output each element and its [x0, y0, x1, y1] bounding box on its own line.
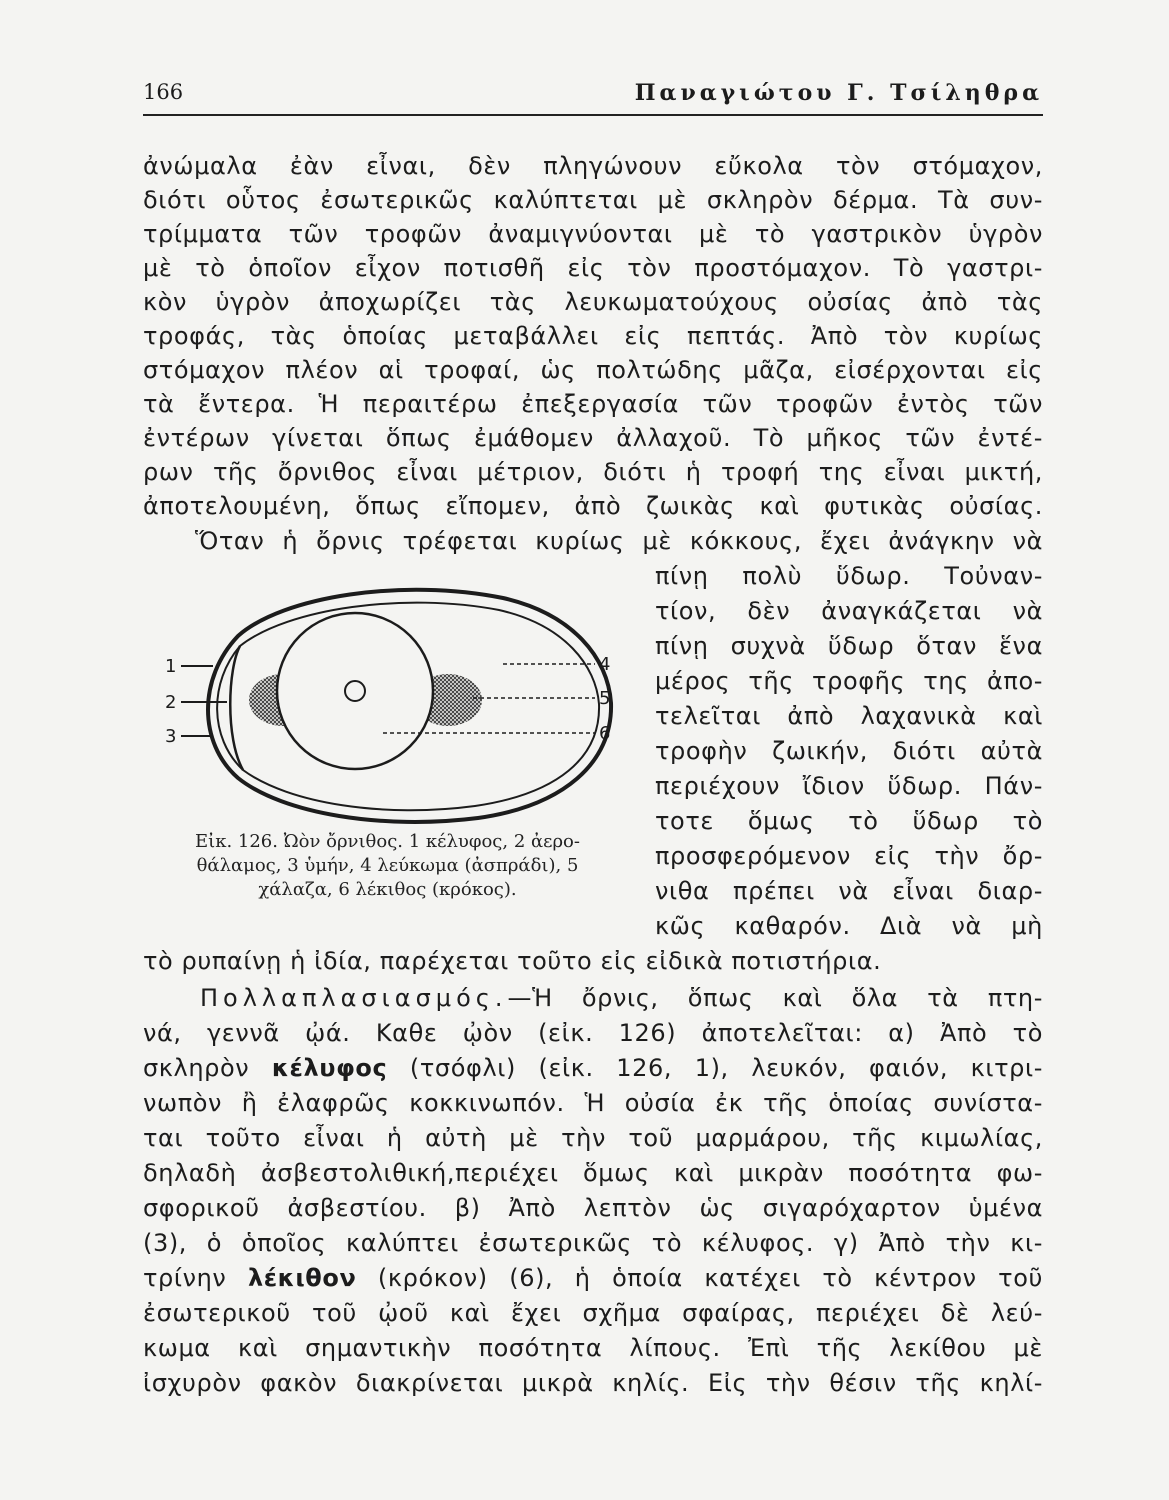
text-line: μὲ τὸ ὁποῖον εἶχον ποτισθῆ εἰς τὸν προστόμαχον. Τὸ γαστρι- — [143, 254, 1043, 282]
text-line: στόμαχον πλέον αἱ τροφαί, ὡς πολτώδης μᾶζα, εἰσέρχονται εἰς — [143, 356, 1043, 384]
text-span: —Ἡ ὄρνις, ὅπως καὶ ὅλα τὰ πτη- — [507, 984, 1043, 1012]
side-text-line: τροφὴν ζωικήν, διότι αὐτὰ — [655, 737, 1043, 765]
text-line: κωμα καὶ σημαντικὴν ποσότητα λίπους. Ἐπὶ τῆς λεκίθου μὲ — [143, 1334, 1043, 1362]
air-chamber — [230, 646, 243, 770]
text-line: ἐσωτερικοῦ τοῦ ᾠοῦ καὶ ἔχει σχῆμα σφαίρας, περιέχει δὲ λεύ- — [143, 1299, 1043, 1327]
side-text-line: μέρος τῆς τροφῆς της ἀπο- — [655, 667, 1043, 695]
text-span: (κρόκον) (6), ἡ ὁποία κατέχει τὸ κέντρον τοῦ — [377, 1264, 1043, 1292]
label-6: 6 — [599, 723, 611, 744]
text-line: ἰσχυρὸν φακὸν διακρίνεται μικρὰ κηλίς. Εἰς τὴν θέσιν τῆς κηλί- — [143, 1369, 1043, 1397]
text-line: ἀνώμαλα ἐὰν εἶναι, δὲν πληγώνουν εὔκολα τὸν στόμαχον, — [143, 152, 1043, 180]
section-line — [200, 984, 1043, 1012]
text-span: σκληρὸν — [143, 1054, 250, 1082]
text-line: ἀποτελουμένη, ὅπως εἴπομεν, ἀπὸ ζωικὰς καὶ φυτικὰς οὐσίας. — [143, 492, 1043, 520]
side-text-line: τοτε ὅμως τὸ ὕδωρ τὸ — [655, 807, 1043, 835]
side-text-line: προσφερόμενον εἰς τὴν ὄρ- — [655, 842, 1043, 870]
label-2: 2 — [165, 692, 177, 713]
text-line: κὸν ὑγρὸν ἀποχωρίζει τὰς λευκωματούχους οὐσίας ἀπὸ τὰς — [143, 288, 1043, 316]
text-line — [143, 1264, 1043, 1292]
side-text-line: τελεῖται ἀπὸ λαχανικὰ καὶ — [655, 702, 1043, 730]
text-line: διότι οὗτος ἐσωτερικῶς καλύπτεται μὲ σκληρὸν δέρμα. Τὰ συν- — [143, 186, 1043, 214]
text-line: Ὅταν ἡ ὄρνις τρέφεται κυρίως μὲ κόκκους, ἔχει ἀνάγκην νὰ — [195, 527, 1043, 555]
text-line: δηλαδὴ ἀσβεστολιθική,περιέχει ὅμως καὶ μικρὰν ποσότητα φω- — [143, 1159, 1043, 1187]
caption-line: θάλαμος, 3 ὑμήν, 4 λεύκωμα (ἀσπράδι), 5 — [196, 855, 579, 876]
section-heading: Πολλαπλασιασμός. — [200, 984, 508, 1012]
label-5: 5 — [599, 688, 611, 709]
text-line: ρων τῆς ὄρνιθος εἶναι μέτριον, διότι ἡ τροφή της εἶναι μικτή, — [143, 458, 1043, 486]
figure-caption — [140, 830, 635, 902]
text-line: τρίμματα τῶν τροφῶν ἀναμιγνύονται μὲ τὸ γαστρικὸν ὑγρὸν — [143, 220, 1043, 248]
text-line: τὰ ἔντερα. Ἡ περαιτέρω ἐπεξεργασία τῶν τροφῶν ἐντὸς τῶν — [143, 390, 1043, 418]
label-4: 4 — [599, 654, 611, 675]
text-line: νωπὸν ἢ ἐλαφρῶς κοκκινωπόν. Ἡ οὐσία ἐκ τῆς ὁποίας συνίστα- — [143, 1089, 1043, 1117]
text-line: (3), ὁ ὁποῖος καλύπτει ἐσωτερικῶς τὸ κέλυφος. γ) Ἀπὸ τὴν κι- — [143, 1229, 1043, 1257]
egg-diagram — [143, 578, 633, 838]
caption-line: Εἰκ. 126. Ὠὸν ὄρνιθος. 1 κέλυφος, 2 ἀερο- — [195, 831, 580, 852]
text-line: τροφάς, τὰς ὁποίας μεταβάλλει εἰς πεπτάς. Ἀπὸ τὸν κυρίως — [143, 322, 1043, 350]
term-shell: κέλυφος — [271, 1054, 388, 1082]
text-line — [143, 1054, 1043, 1082]
side-text-line: τίον, δὲν ἀναγκάζεται νὰ — [655, 597, 1043, 625]
text-span: τρίνην — [143, 1264, 227, 1292]
running-title: Παναγιώτου Γ. Τσίληθρα — [634, 80, 1043, 106]
term-yolk: λέκιθον — [247, 1264, 357, 1292]
text-line: ται τοῦτο εἶναι ἡ αὐτὴ μὲ τὴν τοῦ μαρμάρου, τῆς κιμωλίας, — [143, 1124, 1043, 1152]
yolk — [277, 613, 433, 769]
text-span: (τσόφλι) (εἰκ. 126, 1), λευκόν, φαιόν, κιτρι- — [409, 1054, 1043, 1082]
caption-line: χάλαζα, 6 λέκιθος (κρόκος). — [258, 879, 517, 900]
label-1: 1 — [165, 656, 177, 677]
label-3: 3 — [165, 726, 177, 747]
text-line: νά, γεννᾶ ᾠά. Καθε ᾠὸν (εἰκ. 126) ἀποτελεῖται: α) Ἀπὸ τὸ — [143, 1019, 1043, 1047]
side-text-line: πίνῃ πολὺ ὕδωρ. Τοὐναν- — [655, 562, 1043, 590]
text-line: σφορικοῦ ἀσβεστίου. β) Ἀπὸ λεπτὸν ὡς σιγαρόχαρτον ὑμένα — [143, 1194, 1043, 1222]
text-line: ἐντέρων γίνεται ὅπως ἐμάθομεν ἀλλαχοῦ. Τὸ μῆκος τῶν ἐντέ- — [143, 424, 1043, 452]
page-header — [143, 80, 1043, 116]
side-text-line: περιέχουν ἴδιον ὕδωρ. Πάν- — [655, 772, 1043, 800]
side-text-line: πίνῃ συχνὰ ὕδωρ ὅταν ἕνα — [655, 632, 1043, 660]
page-number: 166 — [143, 80, 184, 104]
text-line: τὸ ρυπαίνῃ ἡ ἰδία, παρέχεται τοῦτο εἰς εἰδικὰ ποτιστήρια. — [143, 947, 882, 975]
side-text-line: νιθα πρέπει νὰ εἶναι διαρ- — [655, 877, 1043, 905]
side-text-line: κῶς καθαρόν. Διὰ νὰ μὴ — [655, 912, 1043, 940]
